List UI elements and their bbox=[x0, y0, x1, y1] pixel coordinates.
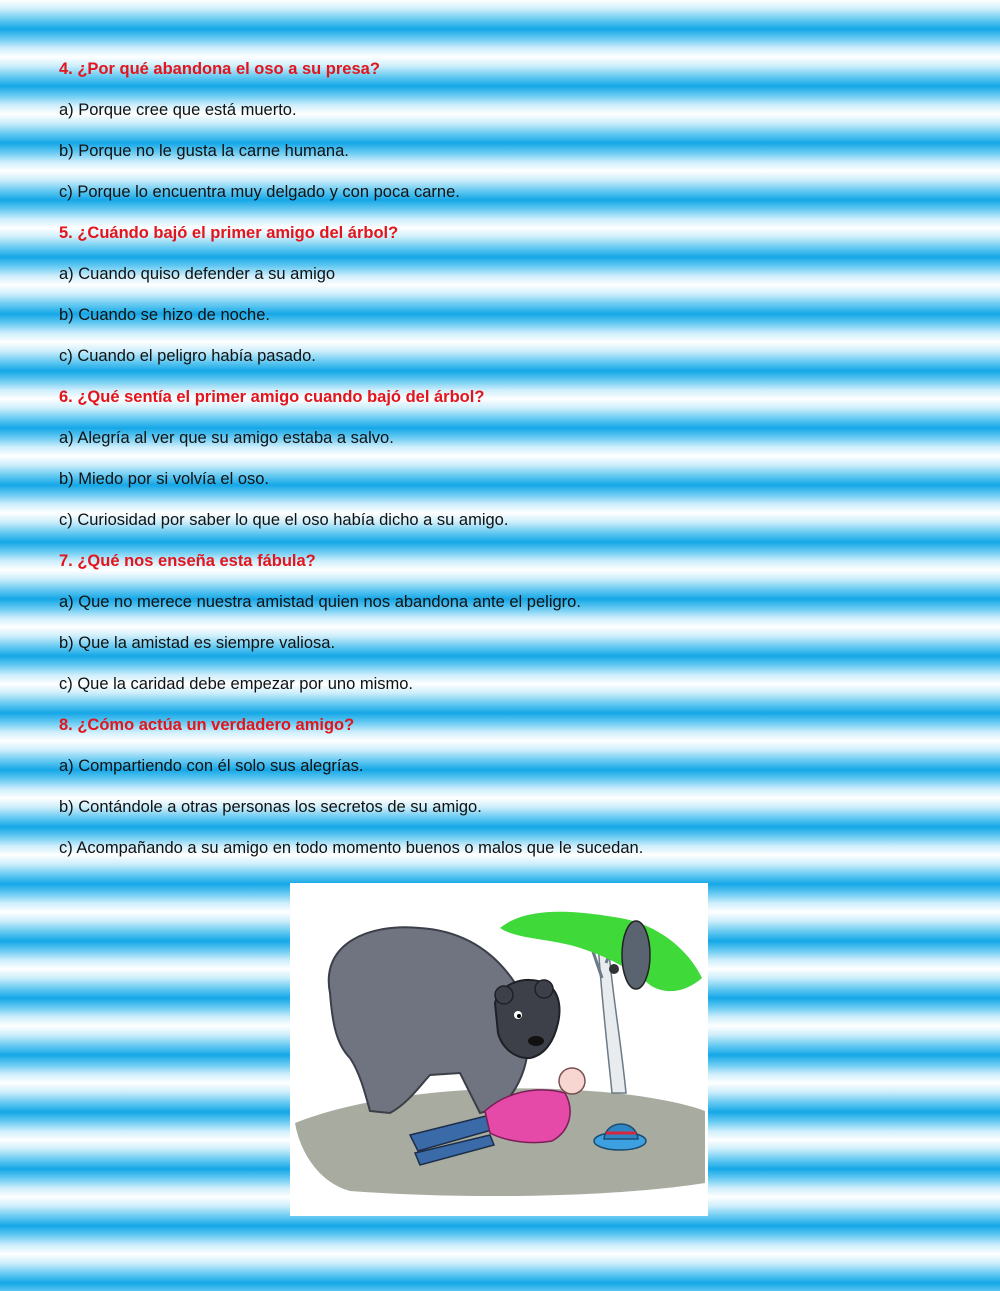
question-8 bbox=[59, 714, 959, 878]
fable-illustration bbox=[290, 883, 708, 1216]
answer-option-b[interactable]: b) Porque no le gusta la carne humana. bbox=[59, 142, 349, 160]
question-4 bbox=[59, 58, 959, 222]
answer-option-a[interactable]: a) Compartiendo con él solo sus alegrías. bbox=[59, 757, 364, 775]
answer-option-a[interactable]: a) Porque cree que está muerto. bbox=[59, 101, 297, 119]
bear-and-friends-image bbox=[290, 883, 708, 1216]
bear-ear-left bbox=[495, 986, 513, 1004]
answer-option-a[interactable]: a) Que no merece nuestra amistad quien nos abandona ante el peligro. bbox=[59, 593, 581, 611]
answer-option-c[interactable]: c) Porque lo encuentra muy delgado y con poca carne. bbox=[59, 183, 460, 201]
answer-option-c[interactable]: c) Que la caridad debe empezar por uno mismo. bbox=[59, 675, 414, 693]
question-title: 4. ¿Por qué abandona el oso a su presa? bbox=[59, 60, 380, 78]
quiz bbox=[59, 58, 959, 878]
man-head bbox=[559, 1068, 585, 1094]
question-7 bbox=[59, 550, 959, 714]
question-title: 7. ¿Qué nos enseña esta fábula? bbox=[59, 552, 316, 570]
bear-ear-right bbox=[535, 980, 553, 998]
bear-pupil bbox=[517, 1014, 521, 1018]
answer-option-b[interactable]: b) Cuando se hizo de noche. bbox=[59, 306, 270, 324]
answer-option-b[interactable]: b) Que la amistad es siempre valiosa. bbox=[59, 634, 336, 652]
answer-option-a[interactable]: a) Cuando quiso defender a su amigo bbox=[59, 265, 336, 283]
answer-option-b[interactable]: b) Miedo por si volvía el oso. bbox=[59, 470, 270, 488]
question-title: 6. ¿Qué sentía el primer amigo cuando bajó del árbol? bbox=[59, 388, 485, 406]
answer-option-b[interactable]: b) Contándole a otras personas los secretos de su amigo. bbox=[59, 798, 482, 816]
answer-option-c[interactable]: c) Acompañando a su amigo en todo momento buenos o malos que le sucedan. bbox=[59, 839, 644, 857]
friend-head bbox=[609, 964, 619, 974]
question-title: 5. ¿Cuándo bajó el primer amigo del árbol? bbox=[59, 224, 399, 242]
question-title: 8. ¿Cómo actúa un verdadero amigo? bbox=[59, 716, 355, 734]
answer-option-a[interactable]: a) Alegría al ver que su amigo estaba a salvo. bbox=[59, 429, 394, 447]
question-6 bbox=[59, 386, 959, 550]
question-5 bbox=[59, 222, 959, 386]
bear-nose bbox=[528, 1036, 544, 1046]
answer-option-c[interactable]: c) Curiosidad por saber lo que el oso había dicho a su amigo. bbox=[59, 511, 509, 529]
friend-in-tree bbox=[622, 921, 650, 989]
answer-option-c[interactable]: c) Cuando el peligro había pasado. bbox=[59, 347, 316, 365]
